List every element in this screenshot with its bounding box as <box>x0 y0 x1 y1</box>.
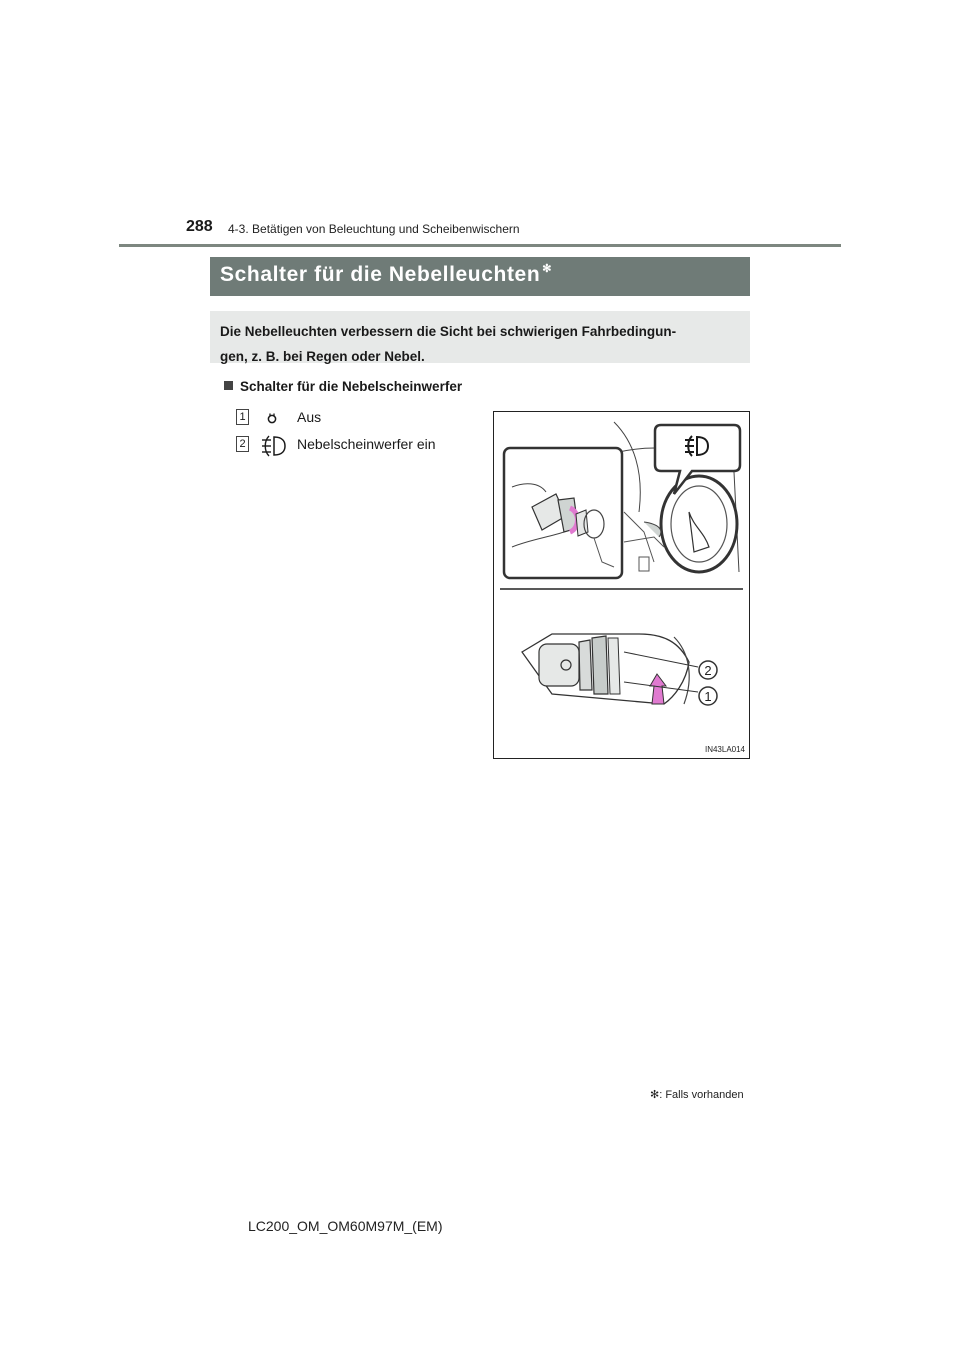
front-fog-light-icon <box>259 434 287 458</box>
figure-id: IN43LA014 <box>704 745 745 754</box>
item-label: Aus <box>297 409 322 425</box>
footnote-marker: ✻ <box>650 1089 660 1101</box>
item-label: Nebelscheinwerfer ein <box>297 436 436 452</box>
chapter-title: 4-3. Betätigen von Beleuchtung und Scheibenwischern <box>228 222 520 236</box>
illustration-drawing <box>494 412 749 758</box>
steering-wheel <box>661 476 737 572</box>
item-number: 1 <box>236 409 249 425</box>
intro-box <box>210 311 750 363</box>
footnote <box>650 1088 744 1101</box>
fog-light-switch-illustration <box>493 411 750 759</box>
callout-bubble <box>655 425 740 494</box>
intro-line-1: Die Nebelleuchten verbessern die Sicht bei schwierigen Fahrbedingun- <box>220 324 677 339</box>
square-bullet-icon <box>224 381 233 390</box>
footnote-text: : Falls vorhanden <box>659 1089 744 1101</box>
section-title: Schalter für die Nebelleuchten <box>220 263 541 286</box>
callout-number: 1 <box>704 689 712 704</box>
subheading-text: Schalter für die Nebelscheinwerfer <box>240 379 463 394</box>
header-divider <box>119 244 841 247</box>
page-number: 288 <box>186 218 213 235</box>
item-number: 2 <box>236 436 249 452</box>
off-icon <box>265 411 279 425</box>
optional-marker: ✻ <box>542 263 553 275</box>
section-title-bar <box>210 257 750 296</box>
callout-number: 2 <box>704 663 712 678</box>
document-code: LC200_OM_OM60M97M_(EM) <box>248 1218 443 1234</box>
subheading <box>224 379 462 394</box>
intro-line-2: gen, z. B. bei Regen oder Nebel. <box>220 349 425 364</box>
